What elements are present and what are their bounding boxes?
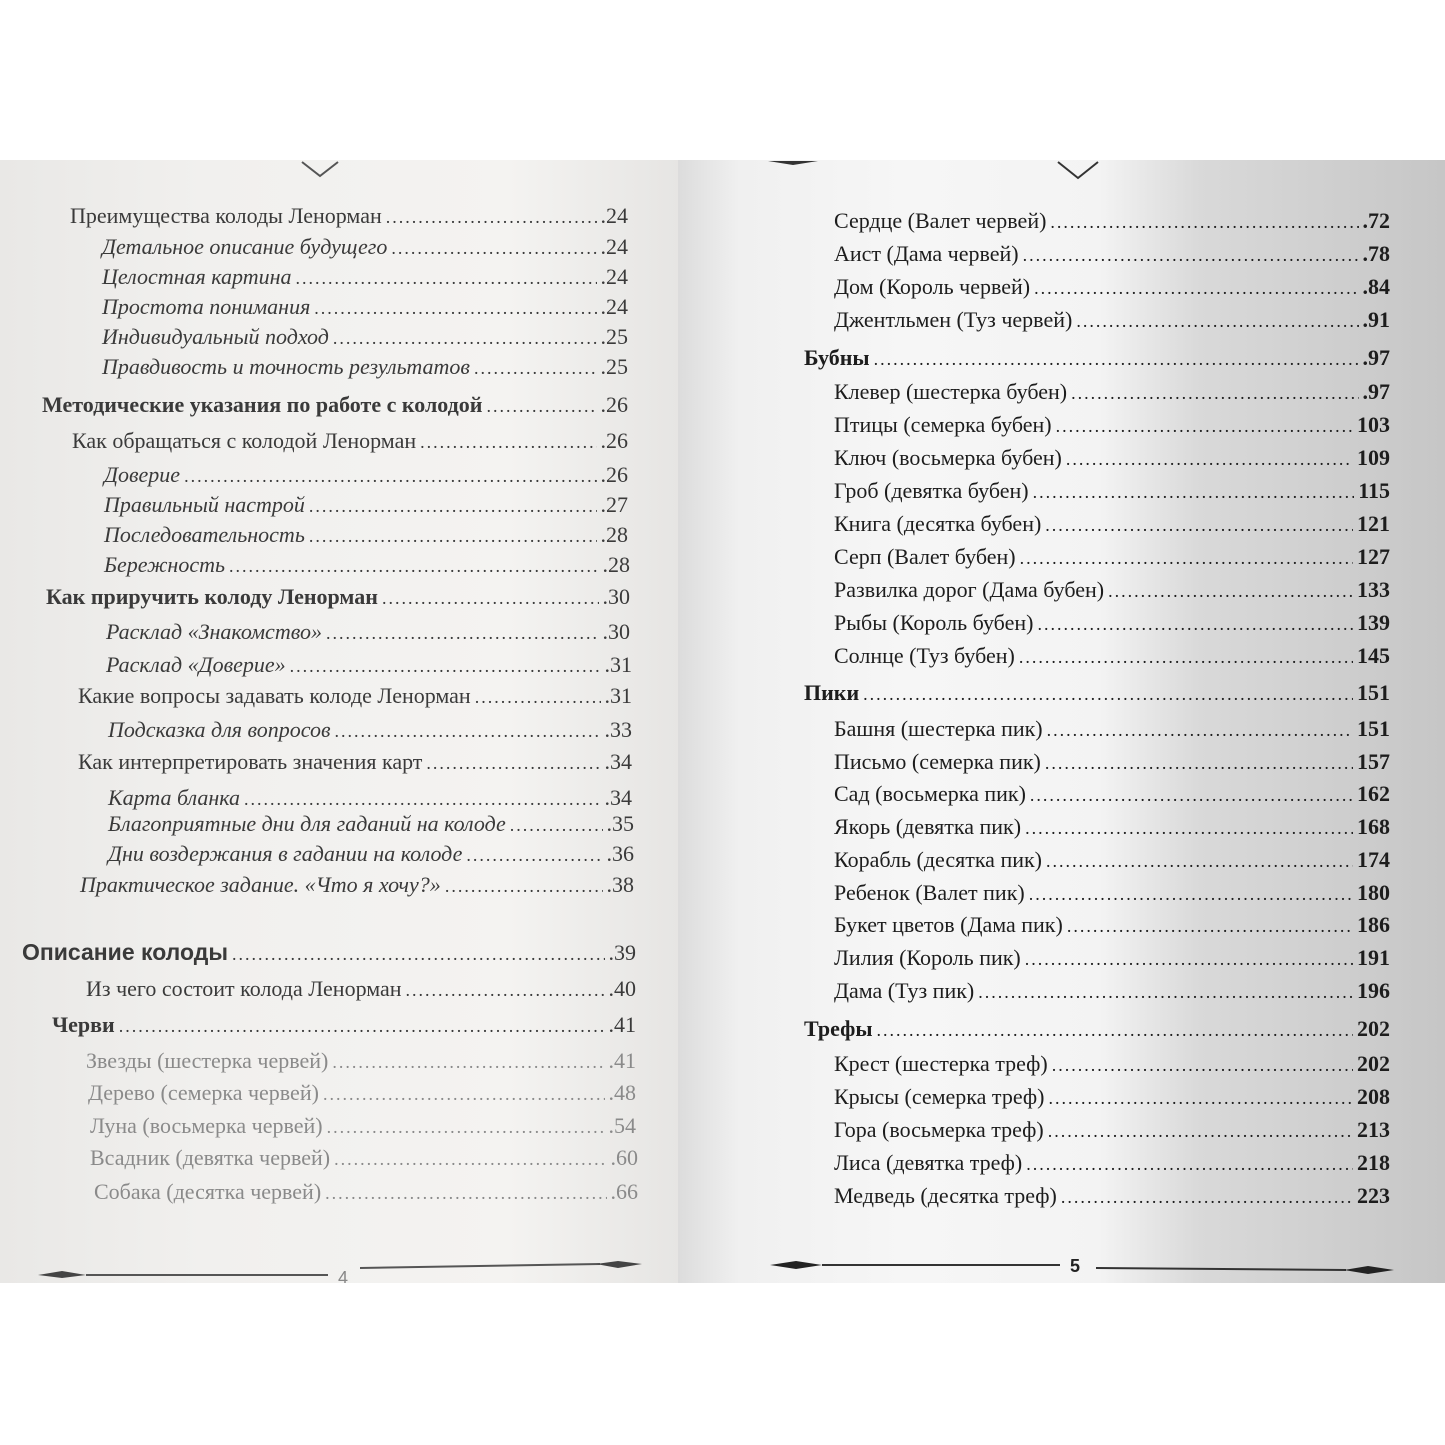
dot-leader <box>1037 610 1353 638</box>
dot-leader <box>1034 274 1358 302</box>
dot-leader <box>232 940 605 968</box>
right-toc-entry <box>834 306 1390 335</box>
right-toc-entry <box>834 510 1390 539</box>
toc-entry-page-number: 121 <box>1357 511 1390 536</box>
right-toc-entry <box>834 477 1390 506</box>
left-toc-entry <box>86 1047 636 1076</box>
toc-entry-title: Расклад «Знакомство» <box>106 619 322 644</box>
right-toc-entry <box>834 642 1390 671</box>
left-toc-entry <box>90 1112 636 1141</box>
toc-entry-page-number: .26 <box>600 392 628 417</box>
toc-entry-title: Медведь (десятка треф) <box>834 1183 1057 1208</box>
left-toc-entry <box>104 521 628 550</box>
dot-leader <box>1045 511 1353 539</box>
dot-leader <box>486 392 596 420</box>
toc-entry-page-number: 139 <box>1357 610 1390 635</box>
toc-entry-page-number: .72 <box>1362 208 1390 233</box>
toc-entry-title: Луна (восьмерка червей) <box>90 1113 323 1138</box>
dot-leader <box>1046 847 1353 875</box>
toc-entry-title: Сад (восьмерка пик) <box>834 781 1026 806</box>
dot-leader <box>244 785 600 813</box>
dot-leader <box>877 1016 1353 1044</box>
dot-leader <box>406 976 605 1004</box>
toc-entry-title: Дом (Король червей) <box>834 274 1031 299</box>
toc-entry-page-number: .84 <box>1362 274 1390 299</box>
toc-entry-title: Букет цветов (Дама пик) <box>834 912 1063 937</box>
toc-entry-title: Последовательность <box>104 522 305 547</box>
toc-entry-title: Бубны <box>804 345 870 370</box>
dot-leader <box>314 294 596 322</box>
toc-entry-page-number: 218 <box>1357 1150 1390 1175</box>
toc-entry-page-number: .48 <box>608 1080 636 1105</box>
toc-entry-page-number: .39 <box>608 940 636 965</box>
toc-entry-title: Корабль (десятка пик) <box>834 847 1043 872</box>
toc-entry-page-number: .24 <box>600 294 628 319</box>
toc-entry-page-number: 127 <box>1357 544 1390 569</box>
right-toc-entry <box>834 911 1390 940</box>
toc-entry-title: Описание колоды <box>22 939 228 965</box>
bottom-rule-right <box>360 1258 642 1272</box>
toc-entry-page-number: .34 <box>604 749 632 774</box>
toc-entry-page-number: 208 <box>1357 1084 1390 1109</box>
dot-leader <box>309 522 597 550</box>
toc-entry-title: Какие вопросы задавать колоде Ленорман <box>78 683 471 708</box>
dot-leader <box>1045 749 1353 777</box>
toc-entry-page-number: .31 <box>604 683 632 708</box>
dot-leader <box>323 1080 605 1108</box>
toc-entry-title: Целостная картина <box>102 264 292 289</box>
dot-leader <box>334 1145 606 1173</box>
toc-entry-page-number: .60 <box>610 1145 638 1170</box>
right-toc-list <box>678 160 1445 1283</box>
dot-leader <box>382 584 599 612</box>
toc-entry-title: Карта бланка <box>108 785 241 810</box>
toc-entry-page-number: 202 <box>1357 1051 1390 1076</box>
toc-entry-title: Из чего состоит колода Ленорман <box>86 976 402 1001</box>
dot-leader <box>229 552 599 580</box>
dot-leader <box>333 324 597 352</box>
toc-entry-page-number: 103 <box>1357 412 1390 437</box>
toc-entry-title: Аист (Дама червей) <box>834 241 1019 266</box>
toc-entry-page-number: 162 <box>1357 781 1390 806</box>
left-toc-entry <box>108 840 634 869</box>
dot-leader <box>325 1179 606 1207</box>
toc-entry-page-number: .25 <box>600 324 628 349</box>
dot-leader <box>1061 1183 1353 1211</box>
toc-entry-title: Практическое задание. «Что я хочу?» <box>80 872 441 897</box>
right-toc-entry <box>834 1116 1390 1145</box>
toc-entry-title: Черви <box>52 1012 115 1037</box>
right-toc-entry <box>834 715 1390 744</box>
toc-entry-page-number: 213 <box>1357 1117 1390 1142</box>
dot-leader <box>474 354 597 382</box>
toc-entry-title: Простота понимания <box>102 294 311 319</box>
left-toc-entry <box>104 551 630 580</box>
toc-entry-title: Книга (десятка бубен) <box>834 511 1042 536</box>
toc-entry-title: Пики <box>804 680 860 705</box>
dot-leader <box>1025 814 1353 842</box>
toc-entry-title: Якорь (девятка пик) <box>834 814 1022 839</box>
left-toc-entry <box>72 427 628 456</box>
bottom-rule-left <box>38 1266 328 1280</box>
toc-entry-page-number: .26 <box>600 428 628 453</box>
dot-leader <box>335 717 601 745</box>
dot-leader <box>1020 544 1353 572</box>
right-toc-entry <box>804 679 1390 708</box>
right-toc-entry <box>834 813 1390 842</box>
right-toc-entry <box>834 1182 1390 1211</box>
left-toc-entry <box>88 1079 636 1108</box>
dot-leader <box>1030 781 1353 809</box>
page-number: 4 <box>338 1268 349 1283</box>
toc-entry-page-number: .30 <box>602 584 630 609</box>
right-toc-entry <box>834 1149 1390 1178</box>
toc-entry-title: Дама (Туз пик) <box>834 978 975 1003</box>
dot-leader <box>391 234 596 262</box>
toc-entry-page-number: 202 <box>1357 1016 1390 1041</box>
dot-leader <box>1026 1150 1353 1178</box>
toc-entry-page-number: .24 <box>600 203 628 228</box>
toc-entry-page-number: .66 <box>610 1179 638 1204</box>
dot-leader <box>1025 945 1353 973</box>
left-toc-entry <box>86 975 636 1004</box>
toc-entry-title: Как приручить колоду Ленорман <box>46 584 378 609</box>
toc-entry-title: Крест (шестерка треф) <box>834 1051 1048 1076</box>
dot-leader <box>184 462 596 490</box>
right-toc-entry <box>834 378 1390 407</box>
toc-entry-title: Трефы <box>804 1016 873 1041</box>
left-toc-entry <box>90 1144 638 1173</box>
dot-leader <box>1023 241 1359 269</box>
toc-entry-title: Правдивость и точность результатов <box>102 354 470 379</box>
left-toc-entry <box>70 202 628 231</box>
toc-entry-title: Лиса (девятка треф) <box>834 1150 1023 1175</box>
toc-entry-page-number: .36 <box>606 841 634 866</box>
left-toc-entry <box>108 716 632 745</box>
toc-entry-page-number: .34 <box>604 785 632 810</box>
toc-entry-title: Птицы (семерка бубен) <box>834 412 1052 437</box>
right-page <box>678 160 1445 1283</box>
toc-entry-title: Лилия (Король пик) <box>834 945 1021 970</box>
left-toc-entry <box>78 748 632 777</box>
dot-leader <box>1052 1051 1353 1079</box>
toc-entry-page-number: .26 <box>600 462 628 487</box>
toc-entry-title: Подсказка для вопросов <box>108 717 331 742</box>
toc-entry-page-number: .91 <box>1362 307 1390 332</box>
toc-entry-title: Доверие <box>104 462 181 487</box>
dot-leader <box>874 345 1359 373</box>
right-toc-entry <box>834 977 1390 1006</box>
toc-entry-page-number: 115 <box>1358 478 1390 503</box>
toc-entry-page-number: .97 <box>1362 379 1390 404</box>
toc-entry-title: Развилка дорог (Дама бубен) <box>834 577 1105 602</box>
toc-entry-page-number: .41 <box>608 1012 636 1037</box>
toc-entry-page-number: .41 <box>608 1048 636 1073</box>
toc-entry-page-number: .38 <box>606 872 634 897</box>
left-toc-entry <box>108 784 632 813</box>
dot-leader <box>1056 412 1353 440</box>
left-page <box>0 160 678 1283</box>
dot-leader <box>1050 208 1358 236</box>
left-toc-entry <box>78 682 632 711</box>
toc-entry-page-number: 191 <box>1357 945 1390 970</box>
dot-leader <box>445 872 603 900</box>
left-toc-entry <box>106 618 630 647</box>
right-toc-entry <box>834 543 1390 572</box>
toc-entry-title: Как обращаться с колодой Ленорман <box>72 428 417 453</box>
dot-leader <box>1019 643 1353 671</box>
right-toc-entry <box>834 273 1390 302</box>
dot-leader <box>466 841 602 869</box>
page-number: 5 <box>1070 1256 1081 1276</box>
toc-entry-title: Башня (шестерка пик) <box>834 716 1043 741</box>
toc-entry-page-number: .28 <box>602 552 630 577</box>
toc-entry-page-number: .24 <box>600 234 628 259</box>
right-toc-entry <box>834 444 1390 473</box>
toc-entry-page-number: 133 <box>1357 577 1390 602</box>
dot-leader <box>309 492 597 520</box>
dot-leader <box>290 652 601 680</box>
left-toc-entry <box>102 353 628 382</box>
right-toc-entry <box>804 344 1390 373</box>
toc-entry-title: Благоприятные дни для гаданий на колоде <box>108 811 506 836</box>
dot-leader <box>1029 880 1353 908</box>
toc-entry-page-number: 151 <box>1357 680 1390 705</box>
left-toc-list <box>0 160 678 1283</box>
toc-entry-page-number: .27 <box>600 492 628 517</box>
left-toc-entry <box>94 1178 638 1207</box>
dot-leader <box>386 203 597 231</box>
dot-leader <box>1108 577 1353 605</box>
toc-entry-page-number: .33 <box>604 717 632 742</box>
dot-leader <box>119 1012 605 1040</box>
toc-entry-page-number: .28 <box>600 522 628 547</box>
toc-entry-title: Сердце (Валет червей) <box>834 208 1047 233</box>
toc-entry-title: Звезды (шестерка червей) <box>86 1048 329 1073</box>
dot-leader <box>1067 912 1353 940</box>
right-toc-entry <box>834 879 1390 908</box>
dot-leader <box>1071 379 1358 407</box>
toc-entry-title: Как интерпретировать значения карт <box>78 749 423 774</box>
left-toc-entry <box>102 263 628 292</box>
toc-entry-title: Индивидуальный подход <box>102 324 329 349</box>
dot-leader <box>1048 1084 1353 1112</box>
toc-entry-page-number: 168 <box>1357 814 1390 839</box>
dot-leader <box>1033 478 1355 506</box>
left-toc-entry <box>108 810 634 839</box>
toc-entry-page-number: .31 <box>604 652 632 677</box>
toc-entry-page-number: .35 <box>606 811 634 836</box>
left-toc-entry <box>42 391 628 420</box>
toc-entry-title: Письмо (семерка пик) <box>834 749 1041 774</box>
left-toc-entry <box>104 461 628 490</box>
toc-entry-title: Правильный настрой <box>104 492 305 517</box>
left-toc-entry <box>22 938 636 968</box>
dot-leader <box>426 749 600 777</box>
left-toc-entry <box>52 1011 636 1040</box>
left-toc-entry <box>46 583 630 612</box>
right-toc-entry <box>834 944 1390 973</box>
toc-entry-page-number: .24 <box>600 264 628 289</box>
toc-entry-title: Ключ (восьмерка бубен) <box>834 445 1062 470</box>
right-toc-entry <box>834 609 1390 638</box>
right-toc-entry <box>834 780 1390 809</box>
right-toc-entry <box>834 748 1390 777</box>
toc-entry-page-number: 109 <box>1357 445 1390 470</box>
dot-leader <box>1047 716 1353 744</box>
right-toc-entry <box>834 240 1390 269</box>
right-toc-entry <box>834 411 1390 440</box>
bottom-rule-left <box>770 1258 1060 1272</box>
toc-entry-page-number: .40 <box>608 976 636 1001</box>
left-toc-entry <box>102 233 628 262</box>
dot-leader <box>863 680 1353 708</box>
dot-leader <box>475 683 601 711</box>
dot-leader <box>326 619 599 647</box>
toc-entry-title: Крысы (семерка треф) <box>834 1084 1045 1109</box>
right-toc-entry <box>834 207 1390 236</box>
right-toc-entry <box>834 1083 1390 1112</box>
toc-entry-page-number: .25 <box>600 354 628 379</box>
left-toc-entry <box>80 871 634 900</box>
toc-entry-page-number: 196 <box>1357 978 1390 1003</box>
toc-entry-page-number: 174 <box>1357 847 1390 872</box>
left-toc-entry <box>106 651 632 680</box>
toc-entry-page-number: 223 <box>1357 1183 1390 1208</box>
left-toc-entry <box>102 293 628 322</box>
toc-entry-page-number: 180 <box>1357 880 1390 905</box>
right-toc-entry <box>834 846 1390 875</box>
bottom-rule-right <box>1096 1262 1394 1276</box>
toc-entry-page-number: .97 <box>1362 345 1390 370</box>
toc-entry-page-number: 151 <box>1357 716 1390 741</box>
toc-entry-title: Дерево (семерка червей) <box>88 1080 319 1105</box>
dot-leader <box>1076 307 1358 335</box>
dot-leader <box>510 811 603 839</box>
toc-entry-title: Солнце (Туз бубен) <box>834 643 1015 668</box>
toc-entry-title: Всадник (девятка червей) <box>90 1145 331 1170</box>
toc-entry-page-number: .30 <box>602 619 630 644</box>
toc-entry-title: Ребенок (Валет пик) <box>834 880 1025 905</box>
toc-entry-title: Гроб (девятка бубен) <box>834 478 1029 503</box>
toc-entry-title: Дни воздержания в гадании на колоде <box>108 841 463 866</box>
toc-entry-page-number: 145 <box>1357 643 1390 668</box>
toc-entry-title: Расклад «Доверие» <box>106 652 286 677</box>
toc-entry-title: Серп (Валет бубен) <box>834 544 1016 569</box>
right-toc-entry <box>834 576 1390 605</box>
toc-entry-title: Клевер (шестерка бубен) <box>834 379 1068 404</box>
dot-leader <box>1066 445 1353 473</box>
toc-entry-title: Джентльмен (Туз червей) <box>834 307 1073 332</box>
right-toc-entry <box>834 1050 1390 1079</box>
toc-entry-page-number: 186 <box>1357 912 1390 937</box>
right-toc-entry <box>804 1015 1390 1044</box>
dot-leader <box>332 1048 604 1076</box>
toc-entry-title: Преимущества колоды Ленорман <box>70 203 382 228</box>
toc-entry-title: Детальное описание будущего <box>102 234 388 259</box>
dot-leader <box>296 264 597 292</box>
dot-leader <box>420 428 596 456</box>
dot-leader <box>978 978 1353 1006</box>
left-toc-entry <box>102 323 628 352</box>
toc-entry-title: Собака (десятка червей) <box>94 1179 322 1204</box>
toc-entry-page-number: 157 <box>1357 749 1390 774</box>
toc-entry-title: Гора (восьмерка треф) <box>834 1117 1044 1142</box>
toc-entry-title: Бережность <box>104 552 225 577</box>
toc-entry-title: Методические указания по работе с колодой <box>42 392 483 417</box>
toc-entry-page-number: .78 <box>1362 241 1390 266</box>
dot-leader <box>327 1113 605 1141</box>
toc-entry-title: Рыбы (Король бубен) <box>834 610 1034 635</box>
dot-leader <box>1048 1117 1353 1145</box>
left-toc-entry <box>104 491 628 520</box>
toc-entry-page-number: .54 <box>608 1113 636 1138</box>
